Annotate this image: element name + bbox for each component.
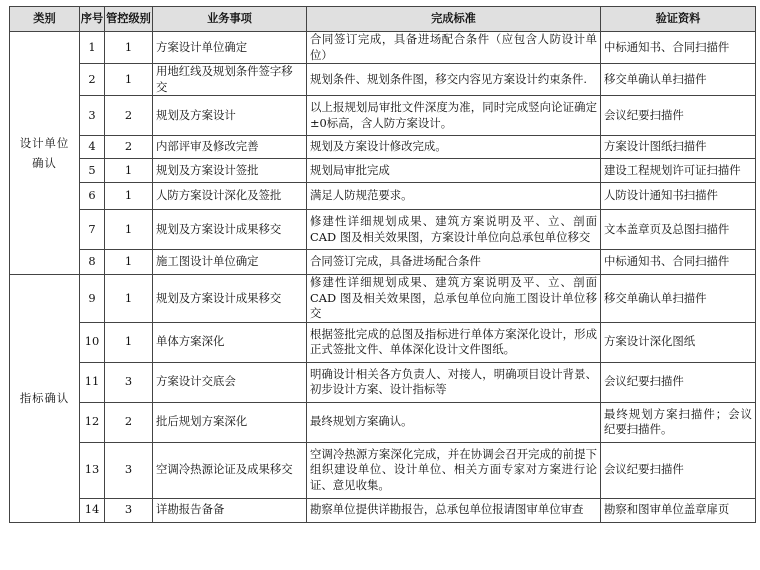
business-item-cell: 规划及方案设计成果移交 bbox=[153, 275, 307, 323]
control-level-cell: 1 bbox=[105, 64, 153, 96]
header-evidence: 验证资料 bbox=[601, 7, 756, 32]
control-level-cell: 1 bbox=[105, 183, 153, 210]
evidence-cell: 中标通知书、合同扫描件 bbox=[601, 32, 756, 64]
row-number-cell: 11 bbox=[80, 362, 105, 402]
category-cell: 指标确认 bbox=[10, 275, 80, 523]
business-item-cell: 方案设计单位确定 bbox=[153, 32, 307, 64]
evidence-cell: 文本盖章页及总图扫描件 bbox=[601, 210, 756, 250]
table-body bbox=[10, 32, 756, 523]
completion-standard-cell: 空调冷热源方案深化完成，并在协调会召开完成的前提下组织建设单位、设计单位、相关方面专家对方案进行论证、意见收集。 bbox=[307, 442, 601, 498]
table-row bbox=[10, 96, 756, 136]
completion-standard-cell: 满足人防规范要求。 bbox=[307, 183, 601, 210]
business-item-cell: 施工图设计单位确定 bbox=[153, 250, 307, 275]
completion-standard-cell: 以上报规划局审批文件深度为准，同时完成竖向论证确定±0标高，含人防方案设计。 bbox=[307, 96, 601, 136]
table-row bbox=[10, 32, 756, 64]
table-row bbox=[10, 362, 756, 402]
header-level: 管控级别 bbox=[105, 7, 153, 32]
business-item-cell: 规划及方案设计签批 bbox=[153, 159, 307, 183]
table-row bbox=[10, 442, 756, 498]
control-level-cell: 1 bbox=[105, 210, 153, 250]
evidence-cell: 中标通知书、合同扫描件 bbox=[601, 250, 756, 275]
category-cell: 设计单位 确认 bbox=[10, 32, 80, 275]
row-number-cell: 9 bbox=[80, 275, 105, 323]
completion-standard-cell: 规划局审批完成 bbox=[307, 159, 601, 183]
business-items-table bbox=[9, 6, 756, 523]
table-row bbox=[10, 498, 756, 522]
evidence-cell: 最终规划方案扫描件；会议纪要扫描件。 bbox=[601, 402, 756, 442]
control-level-cell: 3 bbox=[105, 362, 153, 402]
row-number-cell: 1 bbox=[80, 32, 105, 64]
table-row bbox=[10, 64, 756, 96]
row-number-cell: 2 bbox=[80, 64, 105, 96]
row-number-cell: 3 bbox=[80, 96, 105, 136]
control-level-cell: 1 bbox=[105, 275, 153, 323]
row-number-cell: 4 bbox=[80, 136, 105, 159]
header-category: 类别 bbox=[10, 7, 80, 32]
completion-standard-cell: 修建性详细规划成果、建筑方案说明及平、立、剖面 CAD 图及相关效果图，方案设计单位向总承包单位移交 bbox=[307, 210, 601, 250]
business-item-cell: 批后规划方案深化 bbox=[153, 402, 307, 442]
table-row bbox=[10, 210, 756, 250]
completion-standard-cell: 规划条件、规划条件图，移交内容见方案设计约束条件. bbox=[307, 64, 601, 96]
business-item-cell: 用地红线及规划条件签字移交 bbox=[153, 64, 307, 96]
table-row bbox=[10, 402, 756, 442]
evidence-cell: 会议纪要扫描件 bbox=[601, 442, 756, 498]
header-no: 序号 bbox=[80, 7, 105, 32]
evidence-cell: 会议纪要扫描件 bbox=[601, 362, 756, 402]
business-item-cell: 内部评审及修改完善 bbox=[153, 136, 307, 159]
business-item-cell: 规划及方案设计 bbox=[153, 96, 307, 136]
control-level-cell: 1 bbox=[105, 159, 153, 183]
row-number-cell: 5 bbox=[80, 159, 105, 183]
business-item-cell: 详勘报告备备 bbox=[153, 498, 307, 522]
row-number-cell: 8 bbox=[80, 250, 105, 275]
evidence-cell: 会议纪要扫描件 bbox=[601, 96, 756, 136]
control-level-cell: 1 bbox=[105, 322, 153, 362]
completion-standard-cell: 合同签订完成，具备进场配合条件 bbox=[307, 250, 601, 275]
completion-standard-cell: 明确设计相关各方负责人、对接人，明确项目设计背景、初步设计方案、设计指标等 bbox=[307, 362, 601, 402]
control-level-cell: 1 bbox=[105, 250, 153, 275]
evidence-cell: 方案设计图纸扫描件 bbox=[601, 136, 756, 159]
row-number-cell: 7 bbox=[80, 210, 105, 250]
row-number-cell: 6 bbox=[80, 183, 105, 210]
evidence-cell: 人防设计通知书扫描件 bbox=[601, 183, 756, 210]
business-item-cell: 单体方案深化 bbox=[153, 322, 307, 362]
header-standard: 完成标准 bbox=[307, 7, 601, 32]
completion-standard-cell: 规划及方案设计修改完成。 bbox=[307, 136, 601, 159]
row-number-cell: 13 bbox=[80, 442, 105, 498]
control-level-cell: 3 bbox=[105, 498, 153, 522]
completion-standard-cell: 勘察单位提供详勘报告，总承包单位报请图审单位审查 bbox=[307, 498, 601, 522]
header-item: 业务事项 bbox=[153, 7, 307, 32]
evidence-cell: 移交单确认单扫描件 bbox=[601, 64, 756, 96]
control-level-cell: 1 bbox=[105, 32, 153, 64]
evidence-cell: 移交单确认单扫描件 bbox=[601, 275, 756, 323]
completion-standard-cell: 合同签订完成，具备进场配合条件（应包含人防设计单位） bbox=[307, 32, 601, 64]
completion-standard-cell: 根据签批完成的总图及指标进行单体方案深化设计，形成正式签批文件、单体深化设计文件图纸。 bbox=[307, 322, 601, 362]
completion-standard-cell: 修建性详细规划成果、建筑方案说明及平、立、剖面 CAD 图及相关效果图，总承包单位向施工图设计单位移交 bbox=[307, 275, 601, 323]
business-item-cell: 方案设计交底会 bbox=[153, 362, 307, 402]
control-level-cell: 2 bbox=[105, 402, 153, 442]
business-item-cell: 规划及方案设计成果移交 bbox=[153, 210, 307, 250]
evidence-cell: 勘察和图审单位盖章扉页 bbox=[601, 498, 756, 522]
row-number-cell: 10 bbox=[80, 322, 105, 362]
table-row bbox=[10, 250, 756, 275]
table-row bbox=[10, 322, 756, 362]
control-level-cell: 2 bbox=[105, 96, 153, 136]
completion-standard-cell: 最终规划方案确认。 bbox=[307, 402, 601, 442]
control-level-cell: 3 bbox=[105, 442, 153, 498]
control-level-cell: 2 bbox=[105, 136, 153, 159]
business-item-cell: 人防方案设计深化及签批 bbox=[153, 183, 307, 210]
business-item-cell: 空调冷热源论证及成果移交 bbox=[153, 442, 307, 498]
evidence-cell: 建设工程规划许可证扫描件 bbox=[601, 159, 756, 183]
table-row bbox=[10, 136, 756, 159]
evidence-cell: 方案设计深化图纸 bbox=[601, 322, 756, 362]
header-row bbox=[10, 7, 756, 32]
row-number-cell: 14 bbox=[80, 498, 105, 522]
row-number-cell: 12 bbox=[80, 402, 105, 442]
table-row bbox=[10, 183, 756, 210]
table-row bbox=[10, 159, 756, 183]
table-row bbox=[10, 275, 756, 323]
